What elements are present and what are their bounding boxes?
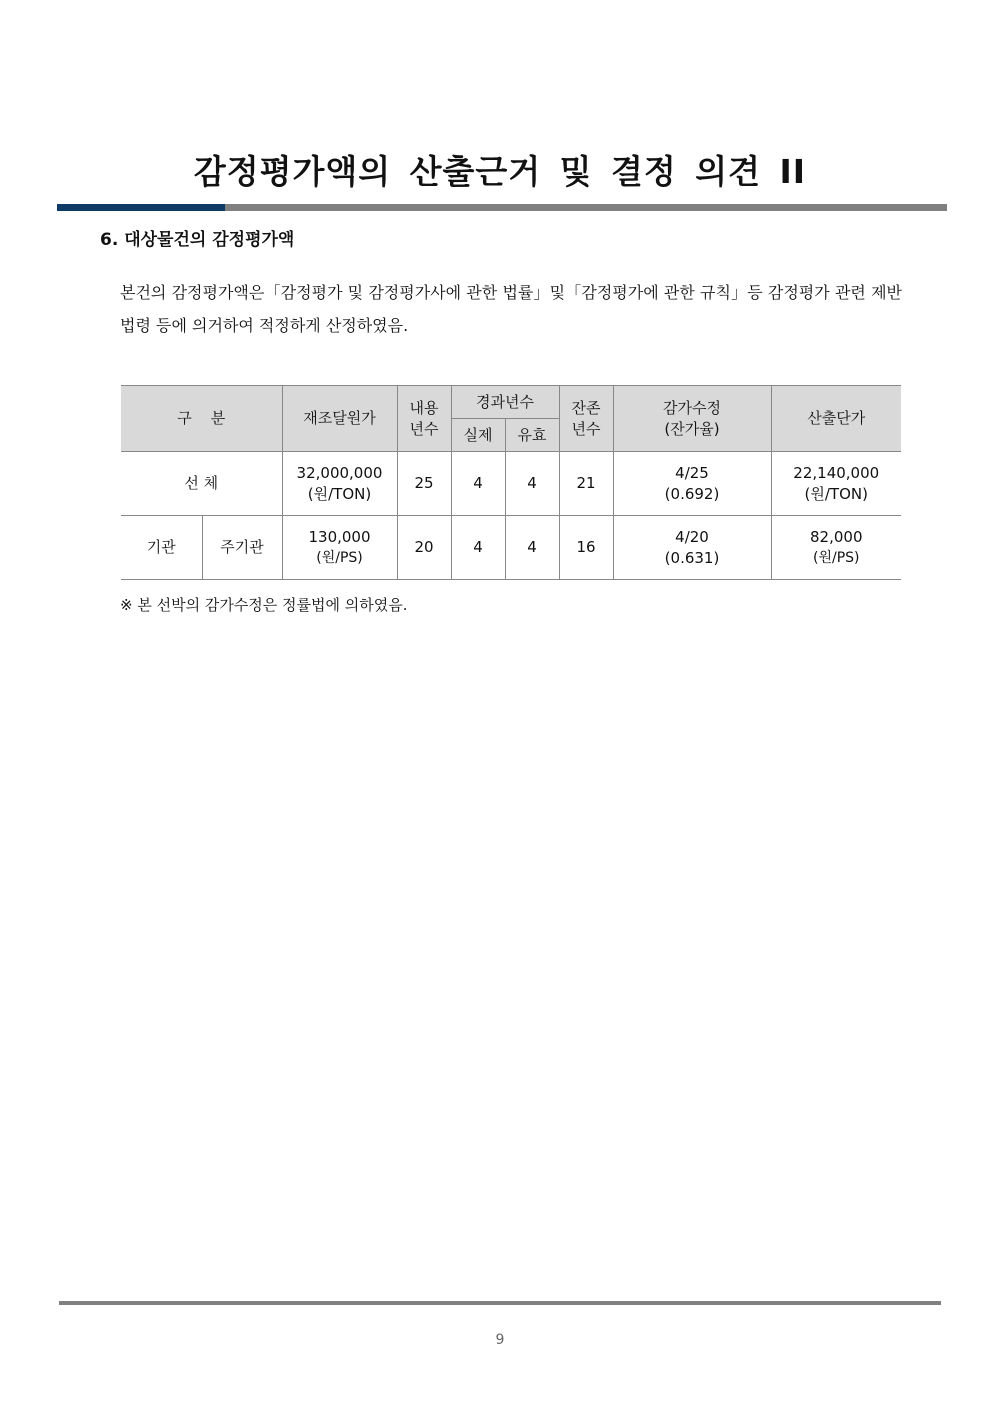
price-value: 82,000 [810,527,863,546]
cost-value: 130,000 [308,527,371,546]
appraisal-table [121,385,901,580]
title-rule [57,204,947,211]
row-reproduction-cost [282,452,397,516]
row-elapsed-effective: 4 [505,516,559,580]
header-depreciation [613,386,771,452]
price-unit: (원/TON) [804,484,868,503]
row-subcategory: 주기관 [202,516,282,580]
table-row [121,452,901,516]
cost-value: 32,000,000 [296,463,383,482]
row-useful-life: 25 [397,452,451,516]
header-unit-price: 산출단가 [771,386,901,452]
header-elapsed-years: 경과년수 [451,386,559,419]
header-useful-life-line2: 년수 [409,419,439,438]
depreciation-rate: (0.631) [664,548,720,567]
header-elapsed-effective: 유효 [505,419,559,452]
depreciation-ratio: 4/20 [675,527,709,546]
cost-unit: (원/TON) [307,484,372,503]
header-remaining-line1: 잔존 [571,398,601,417]
row-elapsed-actual: 4 [451,452,505,516]
row-remaining-years: 16 [559,516,613,580]
row-category: 기관 [121,516,202,580]
header-remaining-line2: 년수 [571,419,601,438]
header-useful-life-line1: 내용 [409,398,439,417]
footnote: ※ 본 선박의 감가수정은 정률법에 의하였음. [120,596,408,614]
page-number: 9 [495,1332,505,1348]
row-depreciation [613,516,771,580]
depreciation-ratio: 4/25 [675,463,709,482]
intro-paragraph: 본건의 감정평가액은「감정평가 및 감정평가사에 관한 법률」및「감정평가에 관한 규칙」등 감정평가 관련 제반 법령 등에 의거하여 적정하게 산정하였음. [120,283,902,335]
row-useful-life: 20 [397,516,451,580]
header-depreciation-line1: 감가수정 [663,398,721,417]
row-unit-price [771,452,901,516]
row-remaining-years: 21 [559,452,613,516]
header-elapsed-actual: 실제 [451,419,505,452]
row-elapsed-effective: 4 [505,452,559,516]
header-useful-life [397,386,451,452]
depreciation-rate: (0.692) [664,484,720,503]
title-rule-accent [57,204,225,211]
row-reproduction-cost [282,516,397,580]
page-title: 감정평가액의 산출근거 및 결정 의견 II [193,152,807,191]
row-category: 선 체 [121,452,282,516]
header-reproduction-cost: 재조달원가 [282,386,397,452]
header-category: 구 분 [121,386,282,452]
footer-rule [59,1301,941,1305]
price-value: 22,140,000 [793,463,880,482]
title-rule-gray [225,204,947,211]
section-heading: 6. 대상물건의 감정평가액 [100,230,295,250]
row-elapsed-actual: 4 [451,516,505,580]
price-unit: (원/PS) [813,549,860,566]
header-depreciation-line2: (잔가율) [664,419,720,438]
row-unit-price [771,516,901,580]
header-remaining-years [559,386,613,452]
table-row [121,516,901,580]
row-depreciation [613,452,771,516]
cost-unit: (원/PS) [316,549,363,566]
